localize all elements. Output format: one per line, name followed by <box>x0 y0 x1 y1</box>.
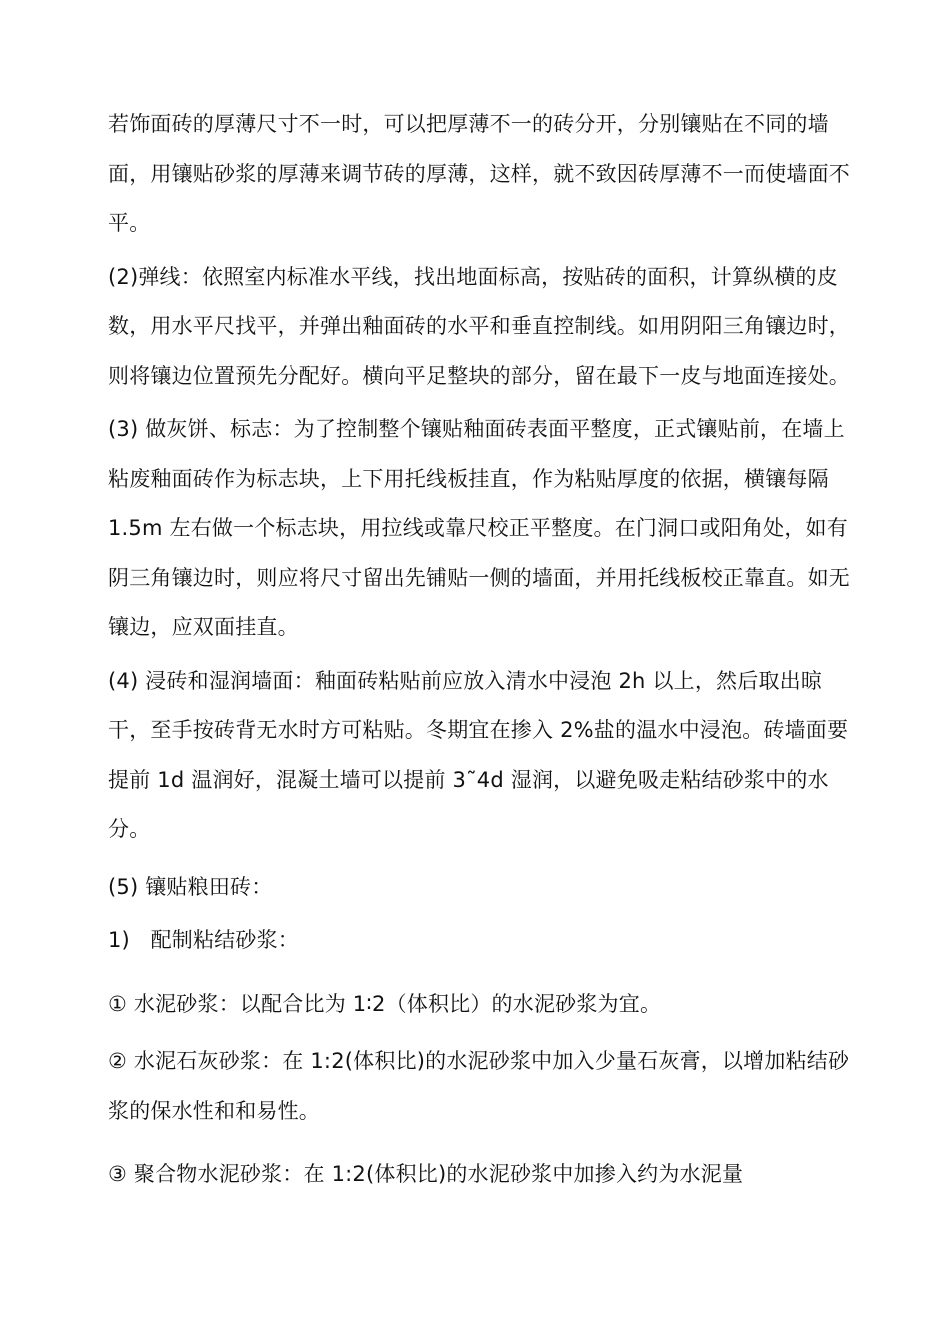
document-page <box>108 100 858 1200</box>
list-item-cement-mortar: ① 水泥砂浆：以配合比为 1∶2（体积比）的水泥砂浆为宜。 <box>108 991 662 1016</box>
paragraph-soak-tiles: (4) 浸砖和湿润墙面：釉面砖粘贴前应放入清水中浸泡 2h 以上，然后取出晾干，至手按砖背无水时方可粘贴。冬期宜在掺入 2%盐的温水中浸泡。砖墙面要提前 1d 温润好，混凝土墙可以提前 3˜4d 湿润，以避免吸走粘结砂浆中的水分。 <box>108 668 849 841</box>
paragraph-tile-thickness: 若饰面砖的厚薄尺寸不一时，可以把厚薄不一的砖分开，分别镶贴在不同的墙面，用镶贴砂浆的厚薄来调节砖的厚薄，这样，就不致因砖厚薄不一而使墙面不平。 <box>108 112 850 235</box>
paragraph-mix-mortar-heading: 1) 配制粘结砂浆： <box>108 928 299 952</box>
paragraph-section-5-heading: (5) 镶贴粮田砖： <box>108 874 273 899</box>
paragraph-snap-line: (2)弹线：依照室内标准水平线，找出地面标高，按贴砖的面积，计算纵横的皮数，用水平尺找平，并弹出釉面砖的水平和垂直控制线。如用阴阳三角镶边时，则将镶边位置预先分配好。横向平足整块的部分，留在最下一皮与地面连接处。 <box>108 264 850 388</box>
paragraph-marker-blocks: (3) 做灰饼、标志：为了控制整个镶贴釉面砖表面平整度，正式镶贴前，在墙上粘废釉面砖作为标志块，上下用托线板挂直，作为粘贴厚度的依据，横镶每隔 1.5m 左右做一个标志块，用拉线或靠尺校正平整度。在门洞口或阳角处，如有阴三角镶边时，则应将尺寸留出先铺贴一侧的墙面，并用托线板校正靠直。如无镶边，应双面挂直。 <box>108 417 850 639</box>
list-item-lime-cement-mortar: ② 水泥石灰砂浆：在 1:2(体积比)的水泥砂浆中加入少量石灰膏，以增加粘结砂浆的保水性和和易性。 <box>108 1049 850 1123</box>
list-item-polymer-cement-mortar: ③ 聚合物水泥砂浆：在 1:2(体积比)的水泥砂浆中加掺入约为水泥量 <box>108 1162 744 1186</box>
